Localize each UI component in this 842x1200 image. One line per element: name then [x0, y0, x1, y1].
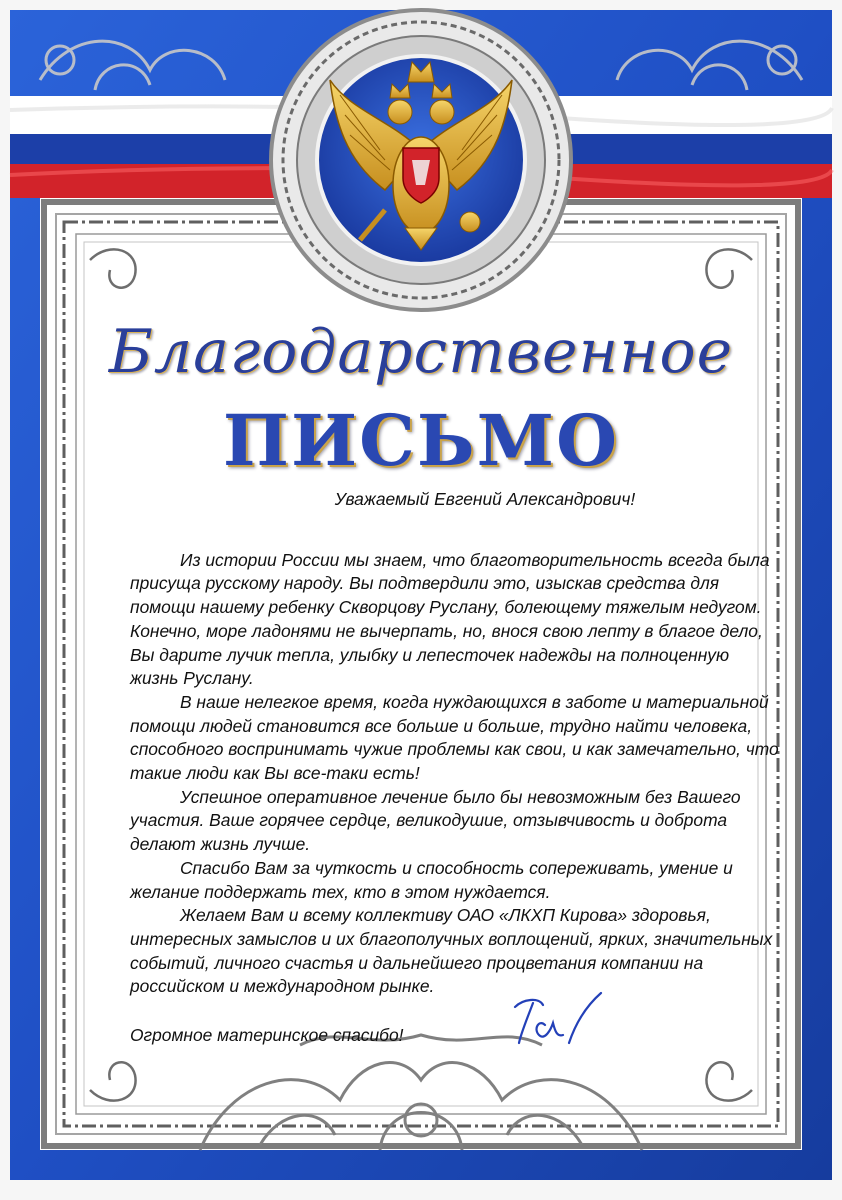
closing-line: Огромное материнское спасибо!: [130, 1025, 404, 1046]
paragraph-1: Из истории России мы знаем, что благотворительность всегда была присуща русскому народу. Вы подтвердили это, изыскав средства для помощи нашему ребенку Скворцову Руслану, болеющему тяжелым недугом. Конечно, море ладонями не вычерпать, но, внося свою лепту в благое дело, Вы дарите лучик тепла, улыбку и лепесточек надежды на полноценную жизнь Руслану.: [130, 549, 770, 689]
salutation: Уважаемый Евгений Александрович!: [334, 489, 636, 509]
paragraph-4: Спасибо Вам за чуткость и способность сопереживать, умение и желание поддержать тех, кто в этом нуждается.: [130, 857, 733, 902]
letter-body: [130, 488, 780, 1048]
paragraph-3: Успешное оперативное лечение было бы невозможным без Вашего участия. Ваше горячее сердце, великодушие, отзывчивость и доброта делают жизнь лучше.: [130, 786, 741, 855]
certificate-title-main: ПИСЬМО: [222, 399, 620, 482]
paragraph-2: В наше нелегкое время, когда нуждающихся в заботе и материальной помощи людей становится все больше и больше, трудно найти человека, способного воспринимать чужие проблемы как свои, и как замечательно, что такие люди как Вы все-таки есть!: [130, 691, 779, 784]
certificate-title-script: Благодарственное: [108, 317, 734, 387]
paragraph-5: Желаем Вам и всему коллективу ОАО «ЛКХП Кирова» здоровья, интересных замыслов и их благополучных воплощений, ярких, значительных событий, личного счастья и дальнейшего процветания компании на российском и международном рынке.: [130, 905, 773, 997]
state-emblem-icon: [271, 10, 571, 310]
signature-icon: [505, 985, 615, 1055]
